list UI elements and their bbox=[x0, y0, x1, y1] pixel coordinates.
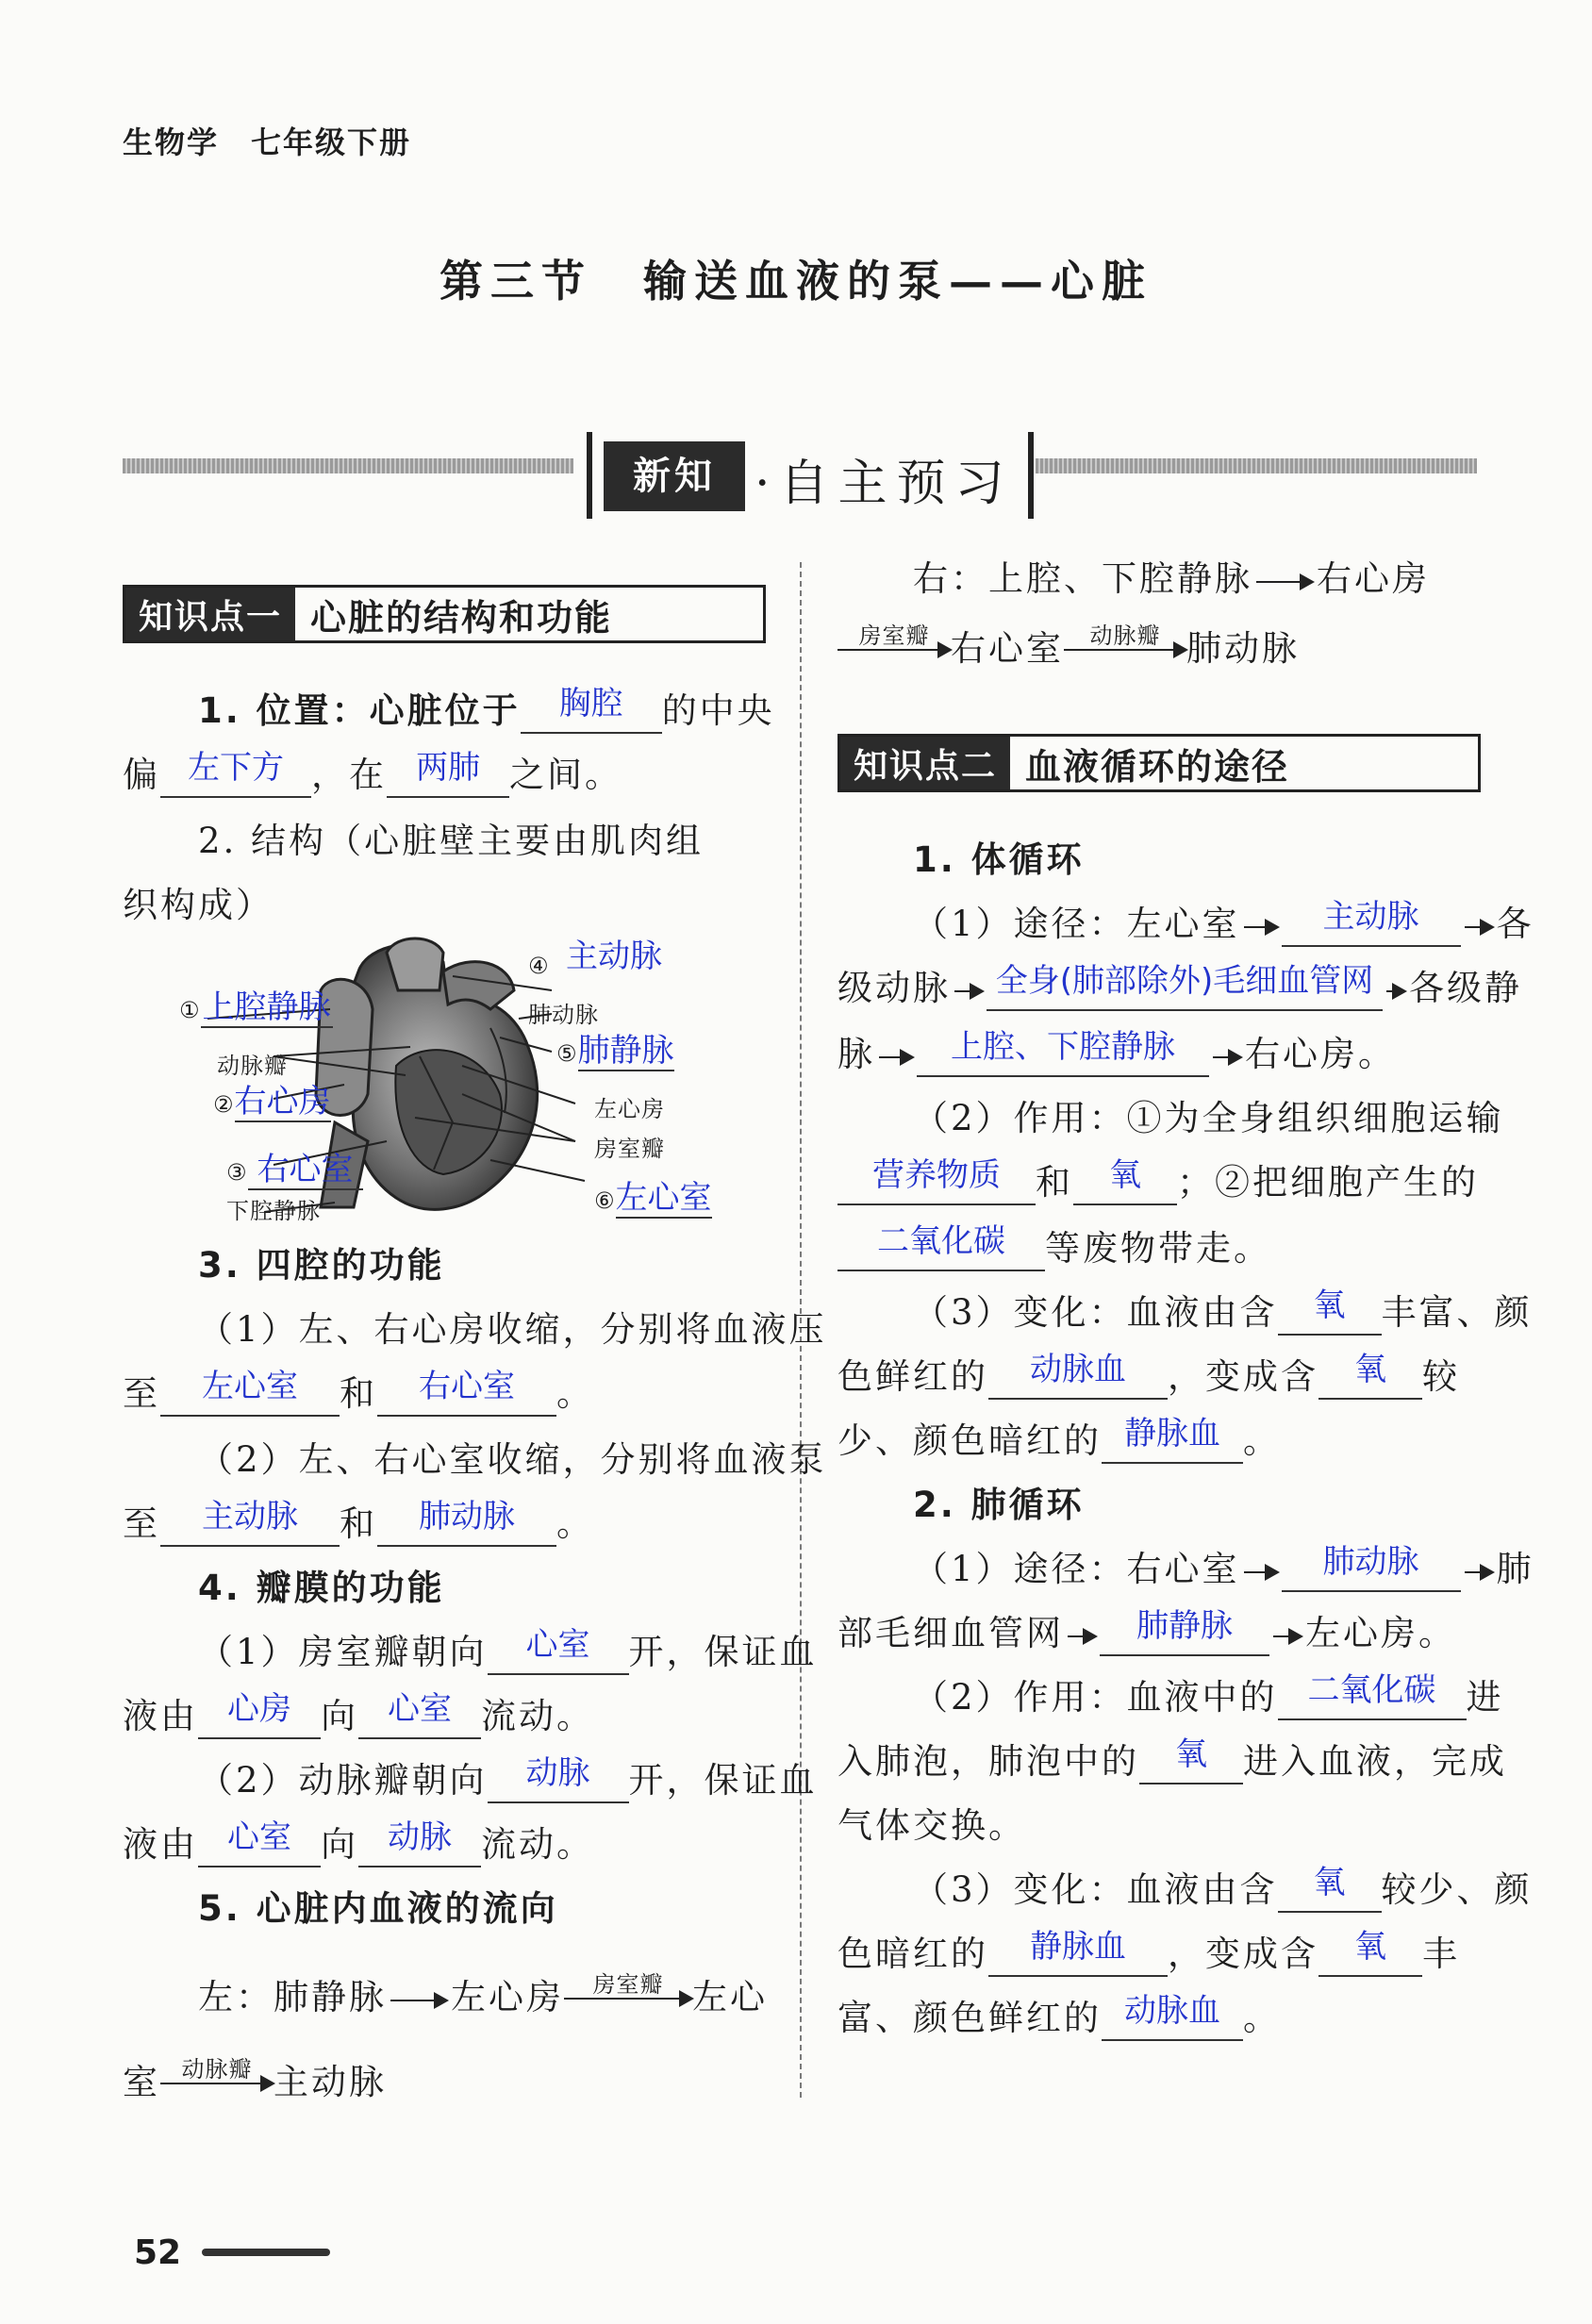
text: 脉 bbox=[837, 1034, 875, 1074]
arrow-icon bbox=[1386, 990, 1405, 992]
text: （1）左、右心房收缩，分别将血液压 bbox=[198, 1309, 827, 1350]
line-s1-3 bbox=[913, 1286, 1533, 1336]
line-3-1b bbox=[123, 1368, 594, 1417]
text: 流动。 bbox=[481, 1696, 594, 1736]
line-structure-2 bbox=[123, 883, 274, 928]
answer: 静脉血 bbox=[1124, 1415, 1220, 1452]
text: 右心房 bbox=[1317, 558, 1430, 599]
label-pulmonary-artery: 肺动脉 bbox=[528, 1002, 599, 1028]
knowledge-point-1-header bbox=[123, 585, 766, 643]
label-arterial-valve: 动脉瓣 bbox=[217, 1053, 288, 1079]
text: 液由 bbox=[123, 1824, 198, 1865]
text: 丰富、颜 bbox=[1381, 1292, 1533, 1333]
arrow-icon bbox=[1256, 581, 1313, 583]
knowledge-point-2-header bbox=[837, 734, 1481, 792]
arrow-icon bbox=[1465, 926, 1493, 928]
arrow-icon bbox=[1273, 1635, 1302, 1637]
line-s1-3c bbox=[837, 1415, 1281, 1464]
line-s2-1b bbox=[837, 1607, 1456, 1656]
arrow-icon bbox=[837, 649, 951, 651]
line-s2-2b bbox=[837, 1735, 1507, 1784]
text: 流动。 bbox=[481, 1824, 594, 1865]
line-position-2 bbox=[123, 749, 622, 798]
text: 进入血液，完成 bbox=[1243, 1741, 1507, 1782]
blank[interactable] bbox=[917, 1028, 1209, 1077]
blank[interactable] bbox=[488, 1626, 629, 1675]
heart-figure bbox=[179, 934, 764, 1236]
text: 较 bbox=[1422, 1356, 1460, 1397]
blank[interactable] bbox=[1102, 1992, 1243, 2041]
text: 室 bbox=[123, 2062, 160, 2102]
chapter-title: 第三节 输送血液的泵——心脏 bbox=[439, 256, 1153, 307]
answer: 动脉血 bbox=[1124, 1992, 1220, 2030]
text: 各级静 bbox=[1409, 968, 1522, 1008]
text: 。 bbox=[556, 1373, 594, 1414]
label-num-5: ⑤ bbox=[556, 1040, 578, 1067]
text: 向 bbox=[321, 1824, 358, 1865]
banner-tag: 新知 bbox=[604, 441, 745, 511]
answer: 肺静脉 bbox=[1136, 1607, 1233, 1645]
line-right-flow-2 bbox=[837, 622, 1300, 672]
arrow-icon bbox=[564, 1998, 692, 2000]
text: 1. 体循环 bbox=[913, 839, 1085, 880]
text: 色暗红的 bbox=[837, 1934, 988, 1974]
answer: 静脉血 bbox=[1030, 1928, 1126, 1966]
text: 3. 四腔的功能 bbox=[198, 1245, 445, 1286]
line-valves bbox=[198, 1566, 445, 1611]
line-3-2 bbox=[198, 1437, 827, 1483]
page-number-bar bbox=[202, 2249, 330, 2256]
label-ivc: 下腔静脉 bbox=[226, 1198, 321, 1224]
label-num-4: ④ bbox=[528, 953, 550, 979]
line-s1-3b bbox=[837, 1351, 1460, 1400]
answer: 氧 bbox=[1175, 1735, 1207, 1773]
text: 丰 bbox=[1422, 1934, 1460, 1974]
text: 4. 瓣膜的功能 bbox=[198, 1568, 445, 1608]
line-position bbox=[198, 685, 775, 734]
line-s2-1 bbox=[913, 1543, 1534, 1592]
text: （2）作用：血液中的 bbox=[913, 1677, 1278, 1718]
arrow-icon bbox=[1064, 649, 1186, 651]
text: 向 bbox=[321, 1696, 358, 1736]
line-s2-2c bbox=[837, 1803, 1026, 1849]
answer: 两肺 bbox=[416, 749, 480, 787]
line-four-chambers bbox=[198, 1243, 445, 1288]
arrow-icon bbox=[160, 2083, 274, 2084]
blank[interactable] bbox=[988, 1928, 1168, 1977]
blank[interactable] bbox=[198, 1818, 321, 1868]
text: 右心房。 bbox=[1245, 1034, 1396, 1074]
line-flow-title bbox=[198, 1886, 558, 1932]
text: 织构成） bbox=[123, 885, 274, 925]
answer: 左下方 bbox=[188, 749, 284, 787]
arrow-icon bbox=[1244, 1571, 1278, 1573]
arrow-icon bbox=[1213, 1056, 1241, 1058]
text: 气体交换。 bbox=[837, 1805, 1026, 1846]
answer: 动脉血 bbox=[1030, 1351, 1126, 1388]
text: 级动脉 bbox=[837, 968, 951, 1008]
answer: 二氧化碳 bbox=[1307, 1671, 1436, 1709]
text: 富、颜色鲜红的 bbox=[837, 1998, 1102, 2038]
blank[interactable] bbox=[377, 1368, 556, 1417]
banner-rule-left bbox=[123, 458, 573, 473]
kp-title: 心脏的结构和功能 bbox=[310, 596, 613, 639]
text: ，在 bbox=[311, 755, 387, 795]
blank[interactable] bbox=[987, 962, 1383, 1011]
label-num-2: ② bbox=[213, 1091, 235, 1118]
arrow-label: 动脉瓣 bbox=[181, 2056, 253, 2083]
line-systemic bbox=[913, 838, 1085, 883]
arrow-icon bbox=[390, 2000, 447, 2001]
text: 5. 心脏内血液的流向 bbox=[198, 1888, 558, 1929]
text: 少、颜色暗红的 bbox=[837, 1420, 1102, 1461]
text: 之间。 bbox=[509, 755, 622, 795]
text: ，变成含 bbox=[1168, 1356, 1318, 1397]
line-left-flow bbox=[198, 1971, 768, 2020]
line-4-1b bbox=[123, 1690, 594, 1739]
text: 左心房。 bbox=[1305, 1613, 1456, 1653]
answer-1[interactable]: 上腔静脉 bbox=[202, 988, 331, 1026]
arrow-icon bbox=[879, 1056, 913, 1058]
blank[interactable] bbox=[837, 1156, 1036, 1205]
blank[interactable] bbox=[160, 1368, 340, 1417]
text: （3）变化：血液由含 bbox=[913, 1869, 1278, 1910]
blank[interactable] bbox=[1100, 1607, 1269, 1656]
blank[interactable] bbox=[198, 1690, 321, 1739]
text: （2）动脉瓣朝向 bbox=[198, 1760, 488, 1801]
text: 至 bbox=[123, 1373, 160, 1414]
line-s1-2 bbox=[913, 1096, 1504, 1141]
answer: 心室 bbox=[227, 1818, 291, 1856]
line-s2-3 bbox=[913, 1864, 1533, 1913]
label-num-6: ⑥ bbox=[594, 1187, 616, 1214]
labeled-arrow bbox=[837, 622, 951, 672]
blank[interactable] bbox=[387, 749, 509, 798]
arrow-icon bbox=[1244, 926, 1278, 928]
text: 。 bbox=[1243, 1420, 1281, 1461]
answer: 氧 bbox=[1354, 1928, 1386, 1966]
text: 至 bbox=[123, 1503, 160, 1544]
text: 开，保证血 bbox=[628, 1632, 818, 1672]
blank[interactable] bbox=[377, 1498, 556, 1547]
label-num-1: ① bbox=[179, 997, 201, 1023]
text: 右心室 bbox=[951, 628, 1064, 669]
text: 入肺泡，肺泡中的 bbox=[837, 1741, 1139, 1782]
arrow-label: 房室瓣 bbox=[592, 1971, 664, 1998]
labeled-arrow bbox=[160, 2056, 274, 2105]
answer: 上腔、下腔静脉 bbox=[951, 1028, 1175, 1066]
line-4-1 bbox=[198, 1626, 818, 1675]
text: （1）途径：左心室 bbox=[913, 904, 1240, 944]
label-num-3: ③ bbox=[226, 1159, 248, 1186]
answer: 右心室 bbox=[419, 1368, 515, 1405]
answer: 氧 bbox=[1313, 1286, 1346, 1324]
answer: 全身(肺部除外)毛细血管网 bbox=[995, 962, 1374, 1000]
banner-text: ·自主预习 bbox=[755, 456, 1014, 512]
answer: 肺动脉 bbox=[1322, 1543, 1419, 1581]
text: ；②把细胞产生的 bbox=[1177, 1162, 1479, 1203]
label-left-atrium: 左心房 bbox=[594, 1096, 665, 1122]
text: 右：上腔、下腔静脉 bbox=[913, 558, 1252, 599]
text: 左心 bbox=[692, 1977, 768, 2017]
line-4-2 bbox=[198, 1754, 818, 1803]
blank[interactable] bbox=[1278, 1671, 1467, 1720]
text: 主动脉 bbox=[274, 2062, 387, 2102]
text: 1. 位置：心脏位于 bbox=[198, 690, 521, 731]
answer: 胸腔 bbox=[558, 685, 623, 722]
text: 。 bbox=[1243, 1998, 1281, 2038]
line-3-1 bbox=[198, 1307, 827, 1353]
blank[interactable] bbox=[1318, 1351, 1422, 1400]
text: 较少、颜 bbox=[1381, 1869, 1533, 1910]
blank[interactable] bbox=[1102, 1415, 1243, 1464]
arrow-label: 动脉瓣 bbox=[1089, 622, 1161, 649]
blank[interactable] bbox=[358, 1690, 481, 1739]
banner-rule-right bbox=[1036, 458, 1477, 473]
labeled-arrow bbox=[564, 1971, 692, 2020]
text: 和 bbox=[340, 1503, 377, 1544]
answer-5[interactable]: 肺静脉 bbox=[577, 1032, 674, 1070]
text: 色鲜红的 bbox=[837, 1356, 988, 1397]
blank[interactable] bbox=[521, 685, 662, 734]
arrow-icon bbox=[1068, 1635, 1096, 1637]
answer: 肺动脉 bbox=[419, 1498, 515, 1536]
text: 进 bbox=[1466, 1677, 1504, 1718]
answer: 动脉 bbox=[388, 1818, 452, 1856]
kp-tag: 知识点一 bbox=[125, 588, 295, 640]
text: 的中央 bbox=[661, 690, 775, 731]
answer: 心室 bbox=[388, 1690, 452, 1728]
line-s1-2c bbox=[837, 1222, 1271, 1271]
text: （2）作用：①为全身组织细胞运输 bbox=[913, 1098, 1504, 1138]
answer: 营养物质 bbox=[872, 1156, 1001, 1194]
line-s2-3c bbox=[837, 1992, 1281, 2041]
answer: 氧 bbox=[1313, 1864, 1346, 1901]
text: （3）变化：血液由含 bbox=[913, 1292, 1278, 1333]
answer: 主动脉 bbox=[1322, 898, 1419, 936]
answer-2[interactable]: 右心房 bbox=[234, 1083, 331, 1120]
answer: 心房 bbox=[227, 1690, 291, 1728]
answer: 主动脉 bbox=[202, 1498, 298, 1536]
text: （1）途径：右心室 bbox=[913, 1549, 1240, 1589]
running-title: 生物学 七年级下册 bbox=[123, 124, 412, 160]
kp-title: 血液循环的途径 bbox=[1025, 745, 1290, 788]
blank[interactable] bbox=[1318, 1928, 1422, 1977]
line-4-2b bbox=[123, 1818, 594, 1868]
answer: 左心室 bbox=[202, 1368, 298, 1405]
text: 肺 bbox=[1496, 1549, 1534, 1589]
blank[interactable] bbox=[1139, 1735, 1243, 1784]
text: 和 bbox=[1036, 1162, 1073, 1203]
text: 2. 肺循环 bbox=[913, 1485, 1085, 1525]
line-s2-3b bbox=[837, 1928, 1460, 1977]
blank[interactable] bbox=[1282, 898, 1461, 947]
blank[interactable] bbox=[160, 749, 311, 798]
line-pulmonary bbox=[913, 1483, 1085, 1528]
text: ，变成含 bbox=[1168, 1934, 1318, 1974]
arrow-label: 房室瓣 bbox=[858, 622, 930, 649]
text: 开，保证血 bbox=[628, 1760, 818, 1801]
blank[interactable] bbox=[1073, 1156, 1177, 1205]
answer-3[interactable]: 右心室 bbox=[248, 1151, 363, 1190]
label-av-valve: 房室瓣 bbox=[594, 1136, 665, 1162]
blank[interactable] bbox=[160, 1498, 340, 1547]
line-s1-1 bbox=[913, 898, 1534, 947]
kp-tag: 知识点二 bbox=[840, 737, 1010, 789]
line-s1-2b bbox=[837, 1156, 1479, 1205]
text: 等废物带走。 bbox=[1045, 1228, 1271, 1269]
text: 各 bbox=[1496, 904, 1534, 944]
text: （1）房室瓣朝向 bbox=[198, 1632, 488, 1672]
blank[interactable] bbox=[988, 1351, 1168, 1400]
line-right-flow bbox=[913, 556, 1430, 602]
text: （2）左、右心室收缩，分别将血液泵 bbox=[198, 1439, 827, 1480]
line-s1-1b bbox=[837, 962, 1522, 1011]
line-left-flow-2 bbox=[123, 2056, 387, 2105]
blank[interactable] bbox=[488, 1754, 629, 1803]
page-number: 52 bbox=[134, 2233, 182, 2272]
blank[interactable] bbox=[358, 1818, 481, 1868]
text: 和 bbox=[340, 1373, 377, 1414]
answer: 心室 bbox=[525, 1626, 590, 1664]
blank[interactable] bbox=[837, 1222, 1045, 1271]
arrow-icon bbox=[954, 990, 983, 992]
text: 肺动脉 bbox=[1186, 628, 1300, 669]
text: 左：肺静脉 bbox=[198, 1977, 387, 2017]
blank[interactable] bbox=[1282, 1543, 1461, 1592]
text: 。 bbox=[556, 1503, 594, 1544]
answer: 动脉 bbox=[525, 1754, 590, 1792]
text: 部毛细血管网 bbox=[837, 1613, 1064, 1653]
text: 左心房 bbox=[451, 1977, 564, 2017]
line-structure bbox=[198, 819, 704, 864]
text: 偏 bbox=[123, 755, 160, 795]
line-3-2b bbox=[123, 1498, 594, 1547]
blank[interactable] bbox=[1278, 1286, 1382, 1336]
answer: 氧 bbox=[1109, 1156, 1141, 1194]
line-s2-2 bbox=[913, 1671, 1504, 1720]
answer-6[interactable]: 左心室 bbox=[615, 1179, 712, 1217]
answer: 二氧化碳 bbox=[877, 1222, 1005, 1260]
labeled-arrow bbox=[1064, 622, 1186, 672]
answer-4[interactable]: 主动脉 bbox=[566, 938, 662, 975]
arrow-icon bbox=[1465, 1571, 1493, 1573]
line-s1-1c bbox=[837, 1028, 1396, 1077]
text: 液由 bbox=[123, 1696, 198, 1736]
blank[interactable] bbox=[1278, 1864, 1382, 1913]
answer: 氧 bbox=[1354, 1351, 1386, 1388]
text: 2. 结构（心脏壁主要由肌肉组 bbox=[198, 821, 705, 861]
